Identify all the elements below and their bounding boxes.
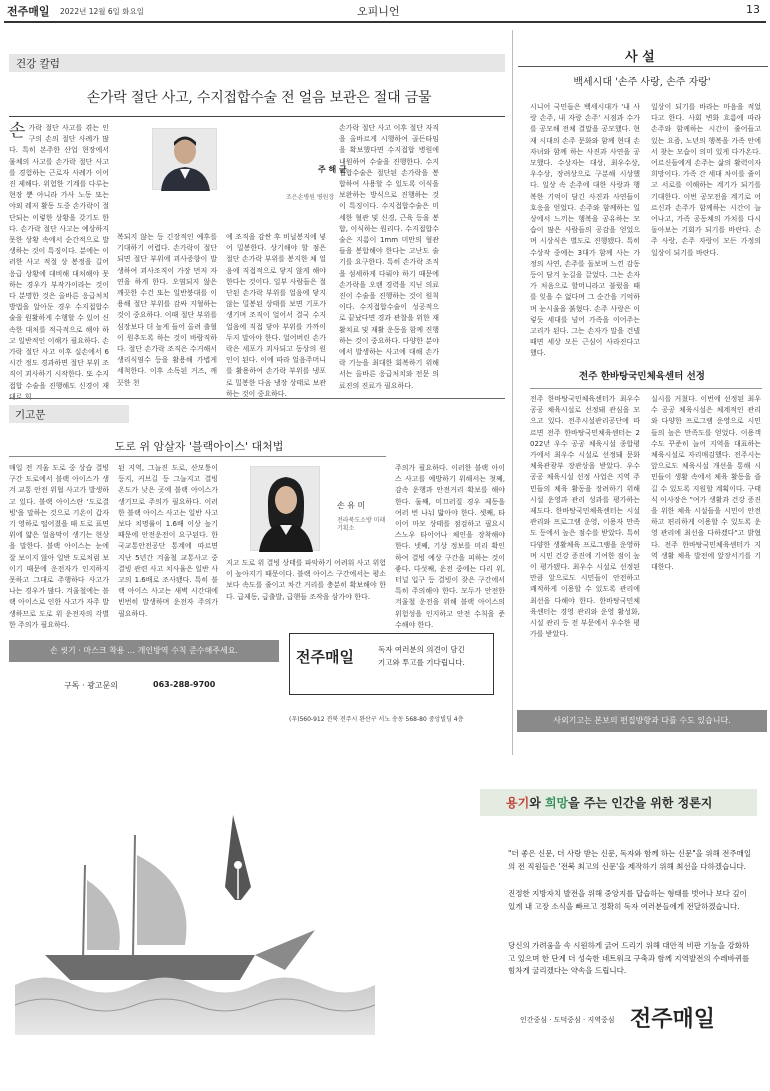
submission-box-line1: 독자 여러분의 의견이 담긴 [378, 645, 465, 654]
contribution-author-photo [250, 466, 320, 551]
health-headline: 손가락 절단 사고, 수지접합수술 전 얼음 보관은 절대 금물 [86, 90, 432, 106]
masthead-date: 2022년 12월 6일 화요일 [60, 7, 145, 16]
health-column-4: 손가락 절단 사고 이후 절단 자직을 올바르게 시행하여 골든타임을 확보했다면 수지접합 병원에 내원하여 수술을 진행한다. 수지접합수술은 절단된 손가락을 봉합하여 사용할 수 있도록 이식을 보완하는 방식으로 진행하는 것이 특징이다. 수지접합수술은 미세한 혈관 및 신경, 근육 등을 봉합, 이식하는 원리다. 수지접합수술은 지름이 1mm 미만의 혈관들을 봉합해야 한다는 고난도 술기를 요구한다. 특히 손가락 조직을 섬세하게 다뤄야 하기 때문에 손가락을 오랜 경력을 지닌 의료진이 수술을 진행하는 것이 원칙이다. 수지접합수술이 성공적으로 끝났다면 경과 관찰을 위한 재활치료 및 재활 운동을 함께 진행하는 것이 중요하다. 다양한 분야에서 발생하는 사고에 대해 손가락 기능을 최대한 회복하기 위해서는 올바른 응급처치와 전문 의료진의 진료가 필요하다. [339, 124, 439, 390]
ad-title [506, 794, 712, 811]
health-column-3: 에 조직을 감싼 후 비닐봉지에 넣어 밀봉한다. 상기해야 할 점은 절단 손가락 부위를 봉지한 채 얼음에 직접적으로 닿지 않게 해야 한다는 것이다. 일부 사람들은 절단된 손가락 부위를 얼음에 닿지 않는 밀봉된 상태를 보면 기포가 생기며 조직이 얼어서 결국 수지 얼음에 직접 닿아 부위를 가까이 두지 말아야 한다. 얼어버린 손가락은 세포가 괴사되고 동상의 원인이 된다. 이에 따라 얼음주머니를 활용하여 손가락 부위를 냉포로 밀봉한 다음 냉장 상태로 보관하는 것이 중요하다. [226, 233, 326, 398]
ad-paragraph-1: "더 좋은 신문, 더 사랑 받는 신문, 독자와 함께 하는 신문"을 위해 전주매일의 전 직원들은 '전북 최고의 신문'을 제작하기 위해 최선을 다하겠습니다. [508, 849, 752, 871]
ad-logo: 전주매일 [630, 1006, 716, 1032]
health-headline-rule [9, 116, 505, 117]
contribution-column-4: 주의가 필요하다. 이러한 블랙 아이스 사고를 예방하기 위해서는 첫째, 감속 운행과 안전거리 확보를 해야 한다. 둘째, 미끄러질 경우 제동을 여러 번 나눠 밟아야 한다. 셋째, 타이어 마모 상태를 점검하고 필요시 스노우 타이어나 체인을 장착해야 한다. 넷째, 기상 정보를 미리 확인하여 결빙 예상 구간을 피하는 것이 좋다. 다섯째, 운전 중에는 다리 위, 터널 입구 등 결빙이 잦은 구간에서 특히 주의해야 한다. 모두가 안전한 겨울철 운전을 위해 블랙 아이스의 위험성을 인지하고 안전 수칙을 준수해야 한다. [395, 464, 505, 629]
health-kicker [9, 54, 505, 72]
contribution-column-3: 지고 도로 위 결빙 상태를 파악하기 어려워 사고 위험이 높아지기 때문이다. 블랙 아이스 구간에서는 평소보다 속도를 줄이고 차간 거리를 충분히 확보해야 한다. 급제동, 급출발, 급핸들 조작을 삼가야 한다. [226, 559, 386, 601]
health-dropcap: 손 [9, 121, 26, 141]
contact-label: 구독 · 광고문의 [64, 681, 118, 690]
contribution-top-rule [9, 398, 505, 399]
contribution-column-2: 된 지역, 그늘진 도로, 산모퉁이 등지, 커브길 등 그늘지고 결빙 온도가 낮은 곳에 블랙 아이스가 생기므로 주의가 필요하다. 이러한 블랙 아이스 사고는 일반 사고보다 치명률이 1.6배 이상 높기 때문에 안전운전이 요구된다. 한국교통안전공단 통계에 따르면 지난 5년간 겨울철 교통사고 중 결빙 관련 사고 치사율은 일반 사고의 1.6배로 조사됐다. 특히 블랙 아이스 사고는 새벽 시간대에 빈번히 발생하며 운전자 주의가 필요하다. [118, 464, 218, 618]
editorial2-column-2: 실시를 거쳤다. 이번에 선정된 최우수 공공 체육시설은 체계적인 관리와 다양한 프로그램 운영으로 시민들의 높은 만족도를 얻었다. 이용객 수도 꾸준히 늘어 지역을 대표하는 체육시설로 자리매김했다. 전주시는 앞으로도 체육시설 개선을 통해 시민들이 생활 속에서 체육 활동을 즐길 수 있도록 지원할 계획이다. 구태식 이사장은 "여가 생활과 건강 증진을 위한 체육 시설들을 시민이 안전하고 편리하게 이용할 수 있도록 운영 관리에 최선을 다하겠다"고 밝혔다. 전주 한바탕국민체육센터가 지역 생활 체육 발전에 앞장서기를 기대한다. [651, 395, 761, 572]
ad-ship-illustration [15, 795, 375, 1035]
page-number: 13 [746, 3, 760, 16]
masthead [0, 0, 770, 20]
contribution-kicker [9, 405, 129, 423]
health-kicker-label: 건강 칼럼 [16, 58, 60, 70]
ad-title-courage: 용기 [506, 796, 530, 810]
ad-title-hope: 희망 [544, 796, 569, 810]
submission-box-logo: 전주매일 [296, 648, 354, 666]
contact-phone: 063-288-9700 [153, 680, 216, 689]
ad-paragraph-2: 진정한 지방자치 발전을 위해 중앙지를 답습하는 형태를 벗어나 보다 깊이 있게 내 고장 소식을 빠르고 정확히 독자 여러분들에게 전달하겠습니다. [508, 889, 747, 911]
editorial-label-rule [518, 66, 768, 67]
health-author-title: 조은손병원 병원장 [286, 194, 335, 201]
editorial2-column-1: 전주 한바탕국민체육센터가 최우수 공공 체육시설로 선정돼 관심을 모으고 있다. 전주시설관리공단에 따르면 전주 한바탕국민체육센터는 2022년 우수 공공 체육시설 종합평가에서 최우수 시설로 선정돼 문화체육관광부 장관상을 받았다. 우수 공공 체육시설 선정 사업은 지역 주민들의 체육 활동을 장려하기 위해 시설 운영과 관리 성과를 평가하는 제도다. 한바탕국민체육센터는 시설 관리와 프로그램 운영, 이용자 만족도 등에서 높은 점수를 받았다. 특히 다양한 생활체육 프로그램을 운영하며 시민 건강 증진에 기여한 점이 높이 평가됐다. 최우수 시설로 선정된 만큼 앞으로도 시민들이 안전하고 쾌적하게 이용할 수 있도록 관리에 최선을 다해야 한다. 한바탕국민체육센터는 경영 관리와 운영 활성화, 시설 관리 등 전 부문에서 우수한 평가를 받았다. [530, 395, 640, 639]
masthead-rule [4, 21, 766, 23]
editorial2-title: 전주 한바탕국민체육센터 선정 [579, 371, 705, 382]
notice-bar [9, 640, 279, 662]
subscription-contact [9, 670, 279, 700]
masthead-section: 오피니언 [357, 5, 400, 18]
contribution-headline-rule [9, 456, 386, 457]
editorial2-rule [530, 388, 762, 389]
ad-paragraph-3: 당신의 가려움을 속 시원하게 긁어 드리기 위해 대안적 비판 기능을 강화하고 있으며 한 단계 더 성숙한 네트워크 구축과 함께 지역발전의 수레바퀴를 힘차게 굴리겠다는 약속을 드립니다. [508, 941, 750, 975]
health-author-name: 주 해 균 [318, 164, 347, 174]
ad-slogan: 인간중심 · 도덕중심 · 지역중심 [520, 1016, 615, 1024]
editorial-title: 백세시대 '손주 사랑, 손주 자랑' [573, 77, 711, 88]
contribution-author-name: 손 유 미 [337, 501, 366, 510]
health-col1-lead: 가락 절단 사고를 겪는 인구의 손의 절단 사례가 많다. [9, 124, 109, 155]
contribution-kicker-label: 기고문 [15, 409, 46, 421]
section-divider [512, 30, 513, 755]
editorial-label: 사 설 [625, 50, 655, 65]
health-column-2: 복되지 않는 등 긴장적인 예후를 기대하기 어렵다. 손가락이 절단되면 절단 부위에 괴사증향이 발생하여 괴사조직이 가장 먼저 자연을 하게 한다. 오염되지 않은 깨끗한 수건 또는 일반붕대를 이용해 절단 부위를 감싸 지혈하는 것이 중요하다. 이때 절단 부위를 심장보다 더 높게 들어 올려 출혈이 원추도록 하는 것이 바람직하다. 절단 손가락 조직은 수거해서 생리식염수 등을 활용해 가볍게 세척한다. 이후 소독된 거즈, 깨끗한 천 [117, 233, 217, 387]
submission-box [289, 633, 494, 695]
masthead-paper-name: 전주매일 [7, 5, 50, 18]
contribution-author-title: 전라북도소방 미래기획소 [337, 517, 386, 532]
health-col1-text: 특히 본주한 산업 현장에서 물체의 사고를 손가락 절단 사고를 경험하는 근로자 사례가 이어진 제해다. 위험한 기계를 다루는 현장 뿐 아니라 가사 노동 또는 야외 레저 활동 도중 손가락이 절단되는 이렇한 상황을 갖기도 한다. 손가락 절단 사고는 예상하지 못한 상황 속에서 순간적으로 발생하는 것이 특징이다. 분에는 이러한 사고 적절 상 봉정을 길어 응급 상황에 대비해 대처해야 못하는 경우가 부작가이라는 것이다 분명한 것은 올바른 응급처치 방법을 알아둔 경우 수지접합수술을 원활하게 수행할 수 있어 신속한 대처를 적극적으로 해야 하고 일반적인 이해가 필요하다. 손가락 절단 사고 이후 실손에서 6시간 정도 경과하면 절단 부위 조직이 괴사하기 시작한다. 또 수지접합 수술을 진행해도 신경이 재대로 회 [9, 146, 109, 401]
submission-address: (우)560-912 전북 전주시 완산구 서노 송동 568-80 중앙빌딩 4층 [289, 716, 464, 723]
editorial-column-1: 시니어 국민들은 백세시대가 '내 사랑 손주, 내 자랑 손주' 시점과 수가를 공모해 전체 결말을 공모했다. 현재 시대의 손주 문화와 함께 현대 손자녀와 함께 하는 사진과 사연을 공모했다. 수상자는 대상, 최우수상, 우수상, 장려상으로 구분해 시상했다. 일상 속 손주에 대한 사랑과 행복한 기억이 담긴 사진과 사연들이 호응을 얻었다. 손주와 함께하는 일상에서 느끼는 행복을 공유하는 모습이 많은 사람들의 공감을 얻었으며 시상식은 별도로 진행됐다. 특히 수상작 중에는 3대가 함께 사는 가정의 사연, 손주를 돌보며 느낀 감동 등이 담겨 눈길을 끌었다. 그는 손자가 처음으로 할머니라고 불렀을 때를 잊을 수 없다며 그 순간을 기억하며 눈시울을 붉혔다. 손주 사랑은 이렇듯 세대를 넘어 가족을 이어주는 고리가 된다. 그는 손자가 말을 건넬 때면 세상 모든 근심이 사라진다고 했다. [530, 103, 640, 358]
ad-title-and: 와 [529, 796, 545, 810]
disclaimer-text: 사외기고는 본보의 편집방향과 다를 수도 있습니다. [553, 716, 731, 725]
ad-title-rest: 을 주는 인간을 위한 정론지 [568, 796, 713, 810]
contribution-column-1: 매일 전 겨울 도로 중 상습 결빙구간 도로에서 블랙 아이스가 생겨 교통 안전 위협 사고가 발생하고 있다. 블랙 아이스란 '도로결빙'을 말하는 것으로 기온이 갑자기 영하로 떨어졌을 때 도로 표면 위에 얇은 얼음막이 생기는 현상을 말한다. 블랙 아이스는 눈에 잘 보이지 않아 일반 도로처럼 보이기 때문에 운전자가 인지하지 못하고 그대로 주행하다 사고가 나는 경우가 많다. 겨울철에는 블랙 아이스로 인한 사고가 자주 발생하므로 도로 위 운전자의 각별한 주의가 필요하다. [9, 464, 109, 629]
submission-box-line2: 기고와 투고를 기다립니다. [378, 658, 465, 667]
contribution-headline: 도로 위 암살자 '블랙아이스' 대처법 [114, 440, 284, 453]
editorial-column-2: 일상이 되기를 바라는 마음을 적었다고 한다. 사회 변화 흐름에 따라 손주와 함께하는 시간이 줄어들고 있는 요즘, 노년의 행복을 가족 안에서 찾는 모습이 의미 있게 다가온다. 어르신들에게 손주는 삶의 활력이자 희망이다. 가족 간 세대 차이를 줄이고 서로를 이해하는 계기가 되기를 기대한다. 이번 공모전을 계기로 어르신과 손주가 함께하는 시간이 늘어나고, 가족 공동체의 가치를 다시 돌아보는 기회가 되기를 바란다. 손주 사랑, 손주 자랑이 모든 가정의 일상이 되기를 바란다. [651, 103, 761, 257]
notice-text: 손 씻기 · 마스크 착용 … 개인방역 수칙 준수해주세요. [50, 646, 238, 655]
disclaimer-bar [517, 710, 767, 732]
health-column-1 [9, 121, 109, 401]
bottom-ad [0, 770, 770, 1091]
health-author-photo [152, 128, 217, 190]
